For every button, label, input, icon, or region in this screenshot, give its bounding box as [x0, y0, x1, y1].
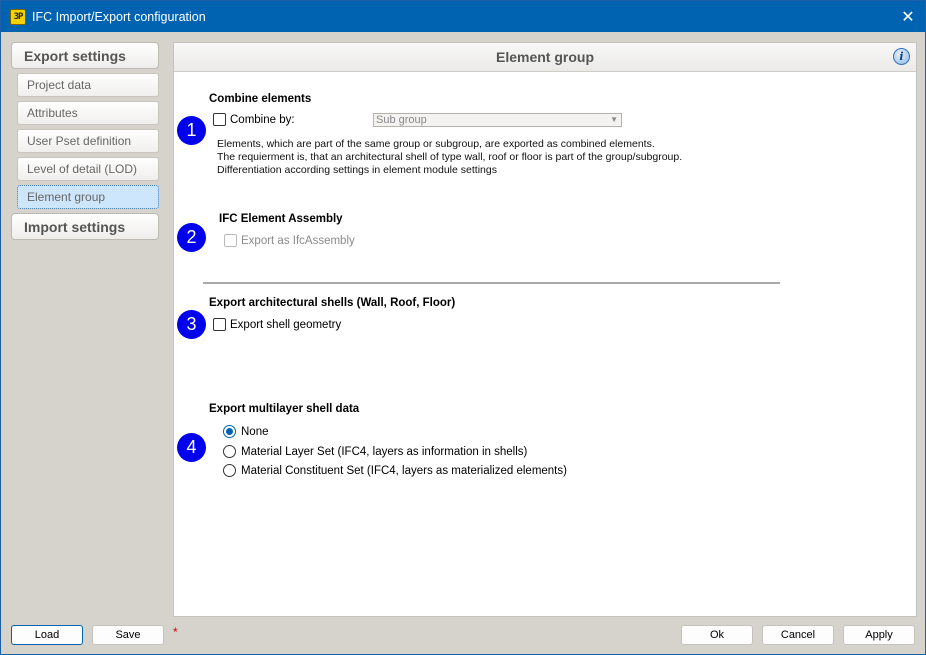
radio-material-constituent-set[interactable]: [223, 464, 236, 477]
ifc-assembly-row: [224, 234, 355, 247]
close-icon[interactable]: ✕: [901, 9, 915, 26]
combine-description-line-1: Elements, which are part of the same group or subgroup, are exported as combined elements.: [217, 138, 655, 150]
combine-description-line-3: Differentiation according settings in element module settings: [217, 164, 497, 176]
multilayer-title: Export multilayer shell data: [209, 403, 360, 415]
combine-description-line-2: The requierment is, that an architectural shell of type wall, roof or floor is part of the group/subgroup.: [217, 151, 683, 163]
radio-none-row: [223, 425, 269, 438]
arch-shells-title: Export architectural shells (Wall, Roof, Floor): [209, 297, 456, 309]
export-shell-geometry-checkbox[interactable]: [213, 318, 226, 331]
sidebar-item-user-pset[interactable]: User Pset definition: [17, 129, 159, 153]
radio-material-layer-label: Material Layer Set (IFC4, layers as information in shells): [241, 445, 528, 458]
sidebar-item-project-data[interactable]: Project data: [17, 73, 159, 97]
radio-material-constituent-row: [223, 464, 567, 477]
sidebar-item-lod[interactable]: Level of detail (LOD): [17, 157, 159, 181]
panel-header: [174, 43, 916, 72]
load-button[interactable]: Load: [11, 625, 83, 645]
combine-by-select[interactable]: [373, 113, 622, 127]
radio-material-layer-set[interactable]: [223, 445, 236, 458]
apply-button[interactable]: Apply: [843, 625, 915, 645]
section-badge-2: 2: [177, 223, 206, 252]
combine-by-select-value: Sub group: [376, 114, 427, 126]
app-icon: 3P: [10, 9, 26, 25]
section-badge-1: 1: [177, 116, 206, 145]
title-bar: [1, 1, 925, 32]
ifc-assembly-title: IFC Element Assembly: [219, 213, 343, 225]
section-divider: [203, 282, 780, 284]
combine-description: [217, 138, 682, 177]
radio-material-constituent-label: Material Constituent Set (IFC4, layers as materialized elements): [241, 464, 567, 477]
radio-material-layer-row: [223, 445, 527, 458]
radio-none[interactable]: [223, 425, 236, 438]
combine-by-label: Combine by:: [230, 113, 295, 126]
combine-by-row: [213, 113, 295, 126]
export-shell-geometry-label: Export shell geometry: [230, 318, 342, 331]
modified-marker: *: [173, 625, 178, 639]
info-icon[interactable]: i: [893, 48, 910, 65]
export-settings-list: [11, 73, 161, 209]
panel-title: Element group: [495, 49, 594, 65]
save-button[interactable]: Save: [92, 625, 164, 645]
sidebar: [11, 42, 161, 240]
combine-by-checkbox[interactable]: [213, 113, 226, 126]
import-settings-header[interactable]: Import settings: [11, 213, 159, 240]
export-settings-header[interactable]: Export settings: [11, 42, 159, 69]
radio-none-label: None: [241, 425, 269, 438]
section-badge-3: 3: [177, 310, 206, 339]
shell-geometry-row: [213, 318, 341, 331]
section-badge-4: 4: [177, 433, 206, 462]
ok-button[interactable]: Ok: [681, 625, 753, 645]
cancel-button[interactable]: Cancel: [762, 625, 834, 645]
sidebar-item-element-group[interactable]: Element group: [17, 185, 159, 209]
export-ifcassembly-label: Export as IfcAssembly: [241, 234, 355, 247]
combine-elements-title: Combine elements: [209, 93, 312, 105]
chevron-down-icon: ▼: [610, 115, 618, 124]
sidebar-item-attributes[interactable]: Attributes: [17, 101, 159, 125]
window-title: IFC Import/Export configuration: [32, 9, 206, 24]
export-ifcassembly-checkbox[interactable]: [224, 234, 237, 247]
